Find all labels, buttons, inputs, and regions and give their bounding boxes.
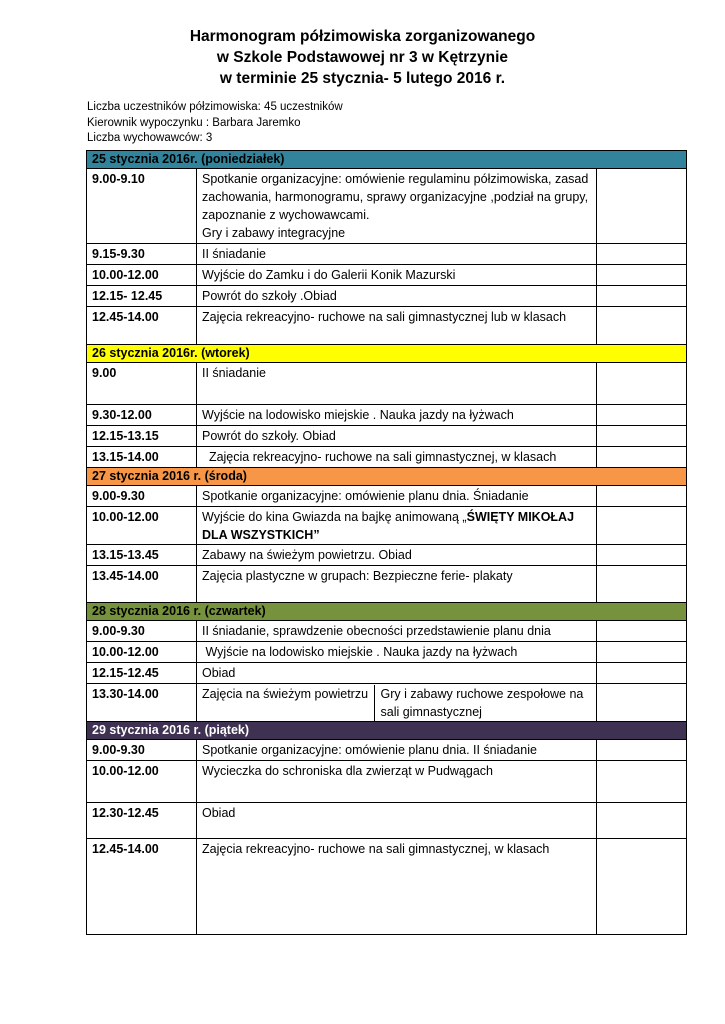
day-header-row (87, 468, 687, 486)
activity-cell: Powrót do szkoły. Obiad (197, 426, 597, 447)
day-header-row (87, 603, 687, 621)
schedule-table (86, 150, 687, 935)
activity-text: Spotkanie organizacyjne: omówienie regulaminu półzimowiska, zasad zachowania, harmonogramu, sprawy organizacyjne ,podział na grupy, zapoznanie z wychowawcami. (202, 172, 589, 222)
table-row (87, 486, 687, 507)
activity-cell: II śniadanie, sprawdzenie obecności przedstawienie planu dnia (197, 621, 597, 642)
table-row (87, 545, 687, 566)
time-cell: 9.15-9.30 (87, 244, 197, 265)
day-header: 29 stycznia 2016 r. (piątek) (87, 722, 687, 740)
day-header-row (87, 722, 687, 740)
empty-cell (597, 566, 687, 603)
time-cell: 12.45-14.00 (87, 839, 197, 935)
camp-manager: Kierownik wypoczynku : Barbara Jaremko (87, 116, 301, 129)
activity-cell: Zajęcia rekreacyjno- ruchowe na sali gimnastycznej, w klasach (197, 839, 597, 935)
time-cell: 13.45-14.00 (87, 566, 197, 603)
day-header: 25 stycznia 2016r. (poniedziałek) (87, 151, 687, 169)
participants-count: Liczba uczestników półzimowiska: 45 uczestników (87, 101, 343, 113)
activity-cell (197, 169, 597, 244)
activity-cell (197, 507, 597, 545)
empty-cell (597, 426, 687, 447)
activity-cell: Wyjście na lodowisko miejskie . Nauka jazdy na łyżwach (197, 405, 597, 426)
time-cell: 9.00-9.10 (87, 169, 197, 244)
empty-cell (597, 405, 687, 426)
time-cell: 12.30-12.45 (87, 803, 197, 839)
time-cell: 9.00-9.30 (87, 621, 197, 642)
title-line-3: w terminie 25 stycznia- 5 lutego 2016 r. (219, 70, 506, 87)
time-cell: 10.00-12.00 (87, 507, 197, 545)
time-cell: 12.45-14.00 (87, 307, 197, 345)
title-line-2: w Szkole Podstawowej nr 3 w Kętrzynie (216, 49, 509, 66)
day-header: 26 stycznia 2016r. (wtorek) (87, 345, 687, 363)
time-cell: 12.15- 12.45 (87, 286, 197, 307)
table-row (87, 839, 687, 935)
activity-cell: Zajęcia rekreacyjno- ruchowe na sali gimnastycznej lub w klasach (197, 307, 597, 345)
activity-cell: Wycieczka do schroniska dla zwierząt w Pudwągach (197, 761, 597, 803)
time-cell: 9.00 (87, 363, 197, 405)
empty-cell (597, 621, 687, 642)
empty-cell (597, 740, 687, 761)
movie-title: ŚWIĘTY MIKOŁAJ DLA WSZYSTKICH” (202, 510, 575, 542)
document-title (0, 26, 725, 89)
activity-cell: Obiad (197, 663, 597, 684)
table-row (87, 507, 687, 545)
activity-option-gym: Gry i zabawy ruchowe zespołowe na sali gimnastycznej (380, 687, 584, 719)
time-cell: 12.15-13.15 (87, 426, 197, 447)
empty-cell (597, 507, 687, 545)
empty-cell (597, 244, 687, 265)
table-row (87, 244, 687, 265)
time-cell: 13.15-13.45 (87, 545, 197, 566)
table-row (87, 621, 687, 642)
info-block (87, 100, 343, 147)
activity-cell: Wyjście na lodowisko miejskie . Nauka jazdy na łyżwach (197, 642, 597, 663)
time-cell: 10.00-12.00 (87, 761, 197, 803)
activity-text: Wyjście do kina Gwiazda na bajkę animowaną „ (202, 510, 467, 524)
activity-cell: Powrót do szkoły .Obiad (197, 286, 597, 307)
day-header: 28 stycznia 2016 r. (czwartek) (87, 603, 687, 621)
activity-cell-split (197, 684, 597, 722)
empty-cell (597, 545, 687, 566)
time-cell: 9.00-9.30 (87, 740, 197, 761)
split-activity (202, 685, 591, 721)
empty-cell (597, 642, 687, 663)
empty-cell (597, 761, 687, 803)
table-row (87, 740, 687, 761)
empty-cell (597, 286, 687, 307)
table-row (87, 447, 687, 468)
time-cell: 12.15-12.45 (87, 663, 197, 684)
activity-cell: Wyjście do Zamku i do Galerii Konik Mazurski (197, 265, 597, 286)
activity-cell: II śniadanie (197, 244, 597, 265)
table-row (87, 761, 687, 803)
time-cell: 9.00-9.30 (87, 486, 197, 507)
empty-cell (597, 803, 687, 839)
activity-cell: II śniadanie (197, 363, 597, 405)
table-row (87, 684, 687, 722)
time-cell: 13.30-14.00 (87, 684, 197, 722)
activity-cell: Zajęcia plastyczne w grupach: Bezpieczne ferie- plakaty (197, 566, 597, 603)
day-header: 27 stycznia 2016 r. (środa) (87, 468, 687, 486)
time-cell: 10.00-12.00 (87, 265, 197, 286)
title-line-1: Harmonogram półzimowiska zorganizowanego (189, 28, 536, 45)
empty-cell (597, 839, 687, 935)
educators-count: Liczba wychowawców: 3 (87, 132, 213, 144)
table-row (87, 642, 687, 663)
activity-cell: Spotkanie organizacyjne: omówienie planu dnia. II śniadanie (197, 740, 597, 761)
table-row (87, 265, 687, 286)
day-header-row (87, 345, 687, 363)
activity-cell: Spotkanie organizacyjne: omówienie planu dnia. Śniadanie (197, 486, 597, 507)
empty-cell (597, 663, 687, 684)
day-header-row (87, 151, 687, 169)
table-row (87, 169, 687, 244)
table-row (87, 286, 687, 307)
table-row (87, 566, 687, 603)
table-row (87, 405, 687, 426)
empty-cell (597, 447, 687, 468)
time-cell: 10.00-12.00 (87, 642, 197, 663)
activity-option-outdoor: Zajęcia na świeżym powietrzu (202, 685, 374, 721)
activity-cell: Zajęcia rekreacyjno- ruchowe na sali gimnastycznej, w klasach (197, 447, 597, 468)
table-row (87, 803, 687, 839)
table-row (87, 426, 687, 447)
table-row (87, 363, 687, 405)
table-row (87, 663, 687, 684)
activity-cell: Zabawy na świeżym powietrzu. Obiad (197, 545, 597, 566)
empty-cell (597, 265, 687, 286)
empty-cell (597, 486, 687, 507)
empty-cell (597, 684, 687, 722)
time-cell: 9.30-12.00 (87, 405, 197, 426)
empty-cell (597, 169, 687, 244)
empty-cell (597, 363, 687, 405)
table-row (87, 307, 687, 345)
time-cell: 13.15-14.00 (87, 447, 197, 468)
activity-cell: Obiad (197, 803, 597, 839)
activity-text: Gry i zabawy integracyjne (202, 226, 346, 240)
empty-cell (597, 307, 687, 345)
